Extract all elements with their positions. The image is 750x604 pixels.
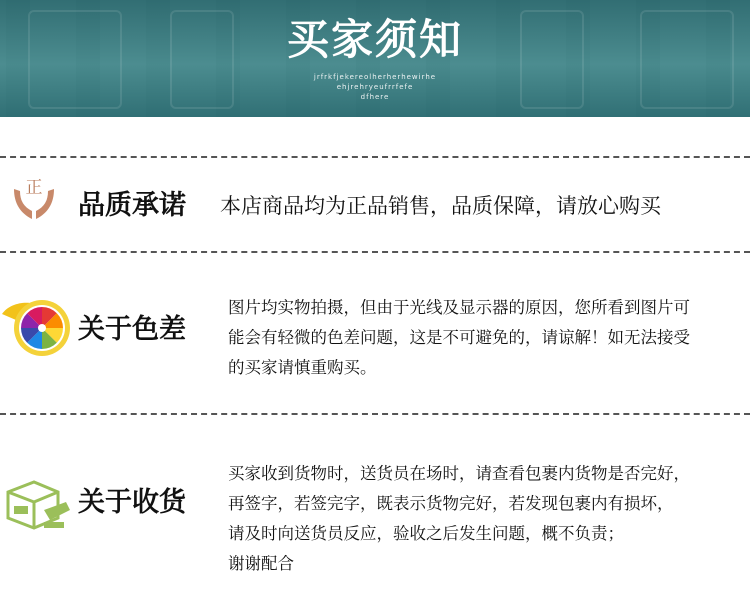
divider <box>0 251 750 253</box>
section-text-line: 再签字，若签完字，既表示货物完好，若发现包裹内有损坏， <box>228 494 674 513</box>
section-text <box>228 293 690 383</box>
zheng-hands-icon <box>8 173 60 225</box>
divider <box>0 413 750 415</box>
section-title: 关于色差 <box>78 314 186 345</box>
color-wheel-icon <box>0 296 72 358</box>
section-title: 品质承诺 <box>78 190 186 221</box>
section-text: 本店商品均为正品销售，品质保障，请放心购买 <box>220 194 661 218</box>
banner-subtitle-line: jrfrkfjekereolherherhewirhe <box>313 73 437 81</box>
section-text-line: 买家收到货物时，送货员在场时，请查看包裹内货物是否完好， <box>228 464 690 483</box>
section-text-line: 的买家请慎重购买。 <box>228 358 377 377</box>
page-title: 买家须知 <box>286 15 463 64</box>
divider <box>0 156 750 158</box>
banner-subtitle-line: dfhere <box>360 93 390 101</box>
delivery-box-icon <box>4 478 74 534</box>
section-text-line: 谢谢配合 <box>228 554 294 573</box>
zheng-char: 正 <box>25 178 43 198</box>
banner-subtitle <box>0 72 750 102</box>
section-text-line: 请及时向送货员反应，验收之后发生问题，概不负责； <box>228 524 624 543</box>
section-title: 关于收货 <box>78 487 186 518</box>
section-text <box>228 459 690 579</box>
section-text-line: 图片均实物拍摄，但由于光线及显示器的原因，您所看到图片可 <box>228 298 690 317</box>
header-banner <box>0 0 750 117</box>
section-text-line: 能会有轻微的色差问题，这是不可避免的，请谅解！如无法接受 <box>228 328 690 347</box>
banner-subtitle-line: ehjrehryeufrrfefe <box>336 83 414 91</box>
